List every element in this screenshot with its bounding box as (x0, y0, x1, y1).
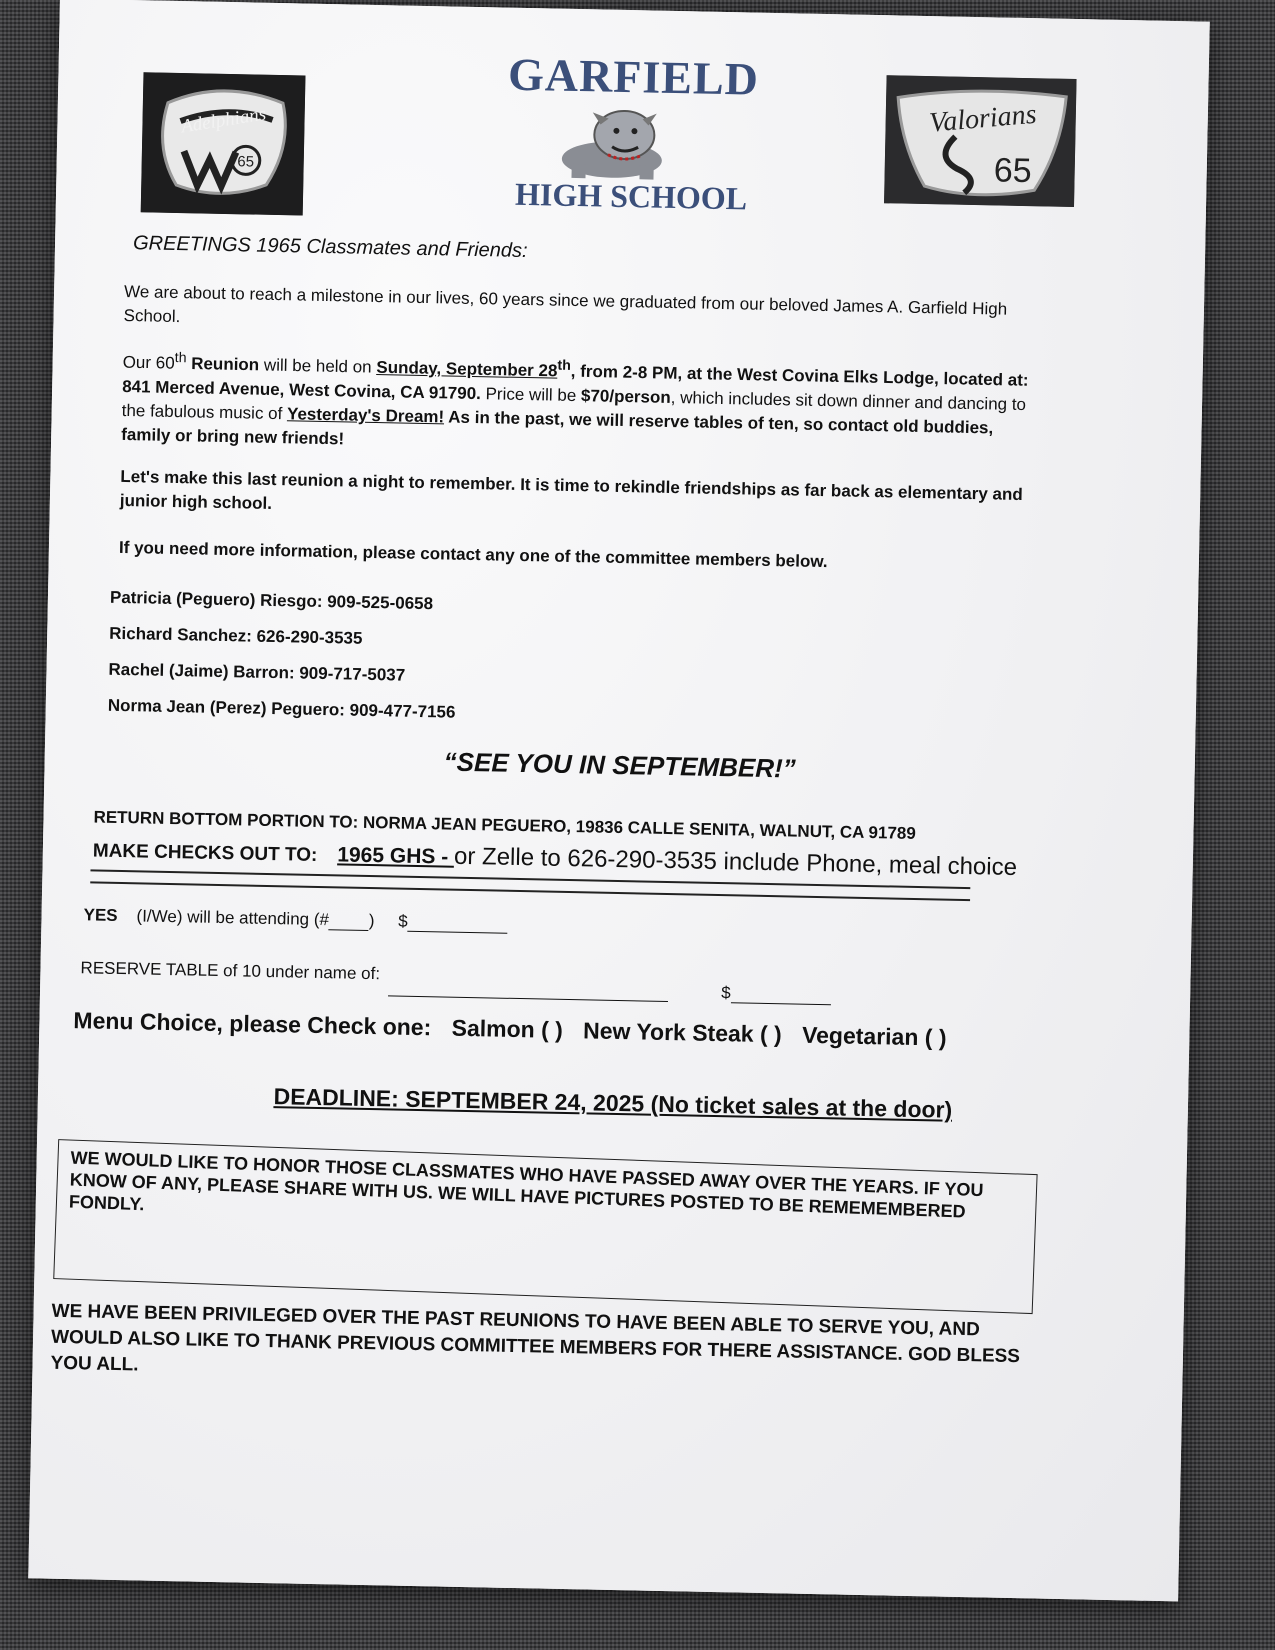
zelle-info: or Zelle to 626-290-3535 include Phone, meal choice (453, 842, 1018, 881)
contact-item: Patricia (Peguero) Riesgo: 909-525-0658 (109, 587, 434, 614)
svg-text:Valorians: Valorians (928, 98, 1038, 139)
reserve-amount-field[interactable] (730, 982, 830, 1005)
honor-box (53, 1139, 1037, 1314)
svg-text:65: 65 (993, 151, 1032, 191)
attendance-amount-field[interactable] (407, 911, 507, 934)
menu-option-salmon[interactable]: Salmon ( ) (451, 1014, 564, 1043)
greeting: GREETINGS 1965 Classmates and Friends: (132, 232, 528, 263)
valorians-patch-icon (884, 75, 1077, 207)
school-name-top: GARFIELD (507, 48, 760, 105)
remember-paragraph: Let's make this last reunion a night to remember. It is time to rekindle friendships as far back as elementary and junior high school. (119, 466, 1023, 513)
contact-item: Richard Sanchez: 626-290-3535 (109, 623, 363, 648)
reunion-paragraph: Our 60th Reunion will be held on Sunday, September 28th, from 2-8 PM, at the West Covina Elks Lodge, located at: 841 Merced Avenue, West Covina, CA 91790. Price will be $70/person, which includes sit down dinner and dancing to the fabulous music of Yesterday's Dream! As in the past, we will reserve tables of ten, so contact old buddies, family or bring new friends! (121, 349, 1029, 449)
honor-text: WE WOULD LIKE TO HONOR THOSE CLASSMATES WHO HAVE PASSED AWAY OVER THE YEARS. IF YOU KNOW OF ANY, PLEASE SHARE WITH US. WE WILL HAVE PICTURES POSTED TO BE REMEMEMBERED FONDLY. (68, 1147, 984, 1222)
check-payee: 1965 GHS - (337, 843, 455, 869)
see-you-tagline: “SEE YOU IN SEPTEMBER!” (443, 746, 796, 784)
reserve-name-field[interactable] (388, 975, 668, 1002)
make-checks-line: MAKE CHECKS OUT TO: 1965 GHS - or Zelle to 626-290-3535 include Phone, meal choice (92, 840, 1018, 881)
return-address: RETURN BOTTOM PORTION TO: NORMA JEAN PEGUERO, 19836 CALLE SENITA, WALNUT, CA 91789 (93, 807, 917, 843)
info-paragraph: If you need more information, please contact any one of the committee members below. (118, 537, 828, 572)
intro-paragraph: We are about to reach a milestone in our lives, 60 years since we graduated from our beloved James A. Garfield High School. (123, 281, 1008, 327)
band-name: Yesterday's Dream! (286, 403, 445, 427)
menu-option-steak[interactable]: New York Steak ( ) (582, 1017, 782, 1048)
contact-item: Norma Jean (Perez) Peguero: 909-477-7156 (107, 695, 456, 722)
valorians-logo (884, 75, 1077, 207)
svg-text:Adelphians: Adelphians (179, 103, 268, 138)
deadline-notice: DEADLINE: SEPTEMBER 24, 2025 (No ticket sales at the door) (273, 1083, 953, 1123)
attendance-row: YES (I/We) will be attending (# ) $ (83, 904, 507, 934)
school-name-bottom: HIGH SCHOOL (514, 175, 748, 217)
menu-option-vegetarian[interactable]: Vegetarian ( ) (801, 1021, 947, 1051)
svg-text:65: 65 (237, 153, 255, 171)
menu-choice-row: Menu Choice, please Check one: Salmon ( ) New York Steak ( ) Vegetarian ( ) (73, 1007, 947, 1051)
reunion-date: Sunday, September 28 (376, 357, 558, 381)
flyer-paper (28, 0, 1209, 1601)
ticket-price: $70/person (580, 385, 671, 407)
attendee-count-field[interactable] (329, 909, 369, 931)
reserve-table-row: RESERVE TABLE of 10 under name of: $ (80, 957, 831, 993)
contact-item: Rachel (Jaime) Barron: 909-717-5037 (108, 659, 406, 685)
thanks-paragraph: WE HAVE BEEN PRIVILEGED OVER THE PAST REUNIONS TO HAVE BEEN ABLE TO SERVE YOU, AND WOULD ALSO LIKE TO THANK PREVIOUS COMMITTEE MEMBERS FOR THERE ASSISTANCE. GOD BLESS YOU ALL. (50, 1300, 1021, 1376)
bulldog-icon (551, 104, 683, 187)
